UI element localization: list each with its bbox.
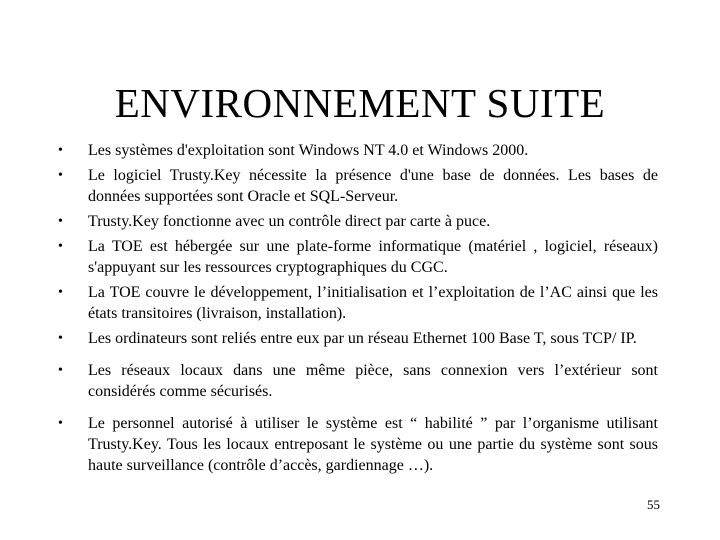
bullet-icon: • — [58, 214, 63, 229]
bullet-text: Le personnel autorisé à utiliser le système est “ habilité ” par l’organisme utilisant Trusty.Key. Tous les locaux entreposant le système ou une partie du système sont sous haute surveillance (contrôle d’accès, gardiennage …). — [88, 415, 658, 474]
bullet-icon: • — [58, 143, 63, 158]
page-number: 55 — [647, 497, 660, 512]
bullet-icon: • — [58, 239, 63, 254]
bullet-text: Trusty.Key fonctionne avec un contrôle direct par carte à puce. — [88, 213, 491, 230]
slide-title: ENVIRONNEMENT SUITE — [114, 80, 606, 127]
bullet-text: Les réseaux locaux dans une même pièce, sans connexion vers l’extérieur sont considérés comme sécurisés. — [88, 362, 658, 400]
bullet-text: La TOE est hébergée sur une plate-forme informatique (matériel , logiciel, réseaux) s'appuyant sur les ressources cryptographiques du CGC. — [88, 238, 658, 276]
bullet-icon: • — [58, 363, 63, 378]
bullet-item — [58, 360, 658, 402]
bullet-text: Les ordinateurs sont reliés entre eux par un réseau Ethernet 100 Base T, sous TCP/ IP. — [88, 330, 637, 347]
bullet-icon: • — [58, 331, 63, 346]
bullet-text: Les systèmes d'exploitation sont Windows NT 4.0 et Windows 2000. — [88, 142, 529, 159]
bullet-icon: • — [58, 168, 63, 183]
bullet-item — [58, 413, 658, 476]
bullet-item — [58, 282, 658, 324]
bullet-item — [58, 211, 658, 232]
bullet-text: La TOE couvre le développement, l’initialisation et l’exploitation de l’AC ainsi que les états transitoires (livraison, installation). — [88, 284, 658, 322]
bullet-item — [58, 140, 658, 161]
bullet-icon: • — [58, 285, 63, 300]
bullet-text: Le logiciel Trusty.Key nécessite la présence d'une base de données. Les bases de données supportées sont Oracle et SQL-Serveur. — [88, 167, 658, 205]
bullet-item — [58, 165, 658, 207]
bullet-list — [58, 140, 658, 480]
bullet-icon: • — [58, 416, 63, 431]
bullet-item — [58, 328, 658, 349]
bullet-item — [58, 236, 658, 278]
